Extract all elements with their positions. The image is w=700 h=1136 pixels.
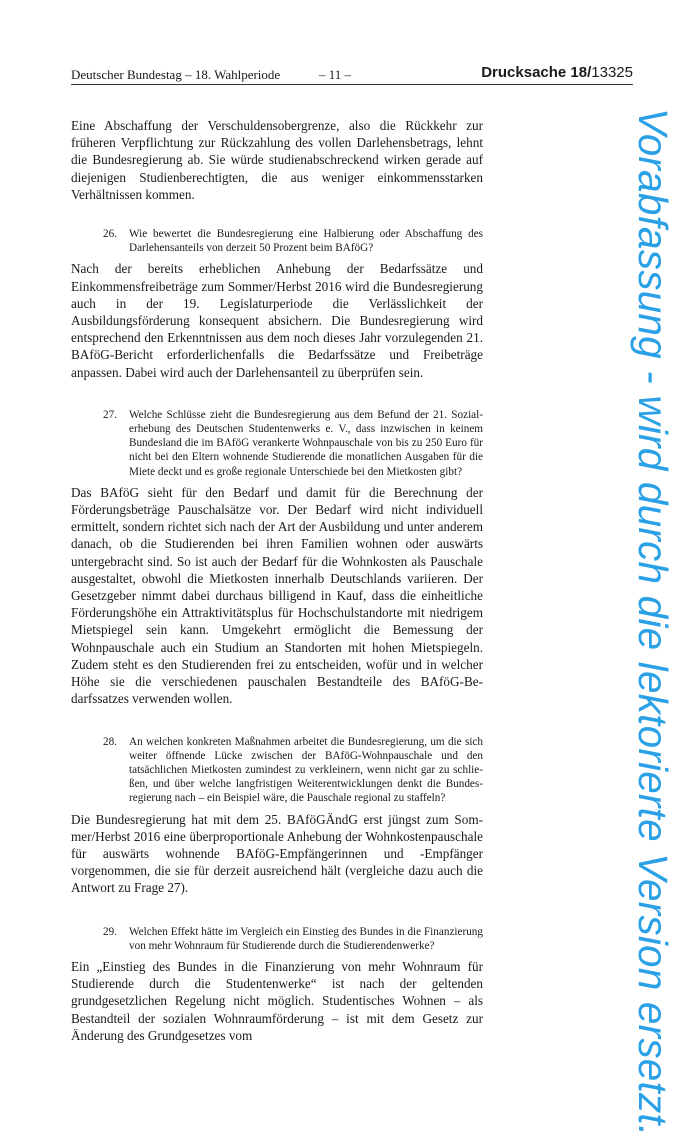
question-26 [103, 227, 483, 255]
header-parliament: Deutscher Bundestag – 18. Wahlperiode [71, 67, 281, 82]
watermark-text: Vorabfassung - wird durch die lektorierte Version ersetzt. [630, 108, 676, 1136]
document-body [71, 117, 483, 1044]
question-text: Welchen Effekt hätte im Vergleich ein Einstieg des Bundes in die Finanzierung von mehr Wohnraum für Studierende durch die Studierendenwerke? [129, 925, 483, 952]
question-27 [103, 408, 483, 479]
page-number: – 11 – [319, 67, 352, 82]
question-number: 29. [103, 925, 117, 938]
question-number: 28. [103, 735, 117, 748]
answer-paragraph: Eine Abschaffung der Verschuldensobergrenze, also die Rückkehr zur früheren Verpflichtung zur Rückzahlung des vollen Darlehensbetrags, lehnt die Bundesregierung ab. Sie würde studienabschreckend wirken gerade auf diejenigen Studienberechtigten, die aus weniger einkommensstarken Verhältnissen kommen. [71, 118, 483, 202]
answer-paragraph: Ein „Einstieg des Bundes in die Finanzierung von mehr Wohnraum für Studierende durch die Studentenwerke“ ist nach der geltenden grundgesetzlichen Regelung nicht möglich. Studentisches Wohnen – als Bestandteil der sozialen Wohnraumförderung – ist mit dem Gesetz zur Änderung des Grundgesetzes vom [71, 958, 483, 1043]
question-29 [103, 925, 483, 953]
document-label: Drucksache 18/ [481, 64, 592, 81]
question-text: Wie bewertet die Bundesregierung eine Halbierung oder Abschaffung des Darlehensanteils von derzeit 50 Prozent beim BAföG? [129, 228, 483, 255]
question-text: An welchen konkreten Maßnahmen arbeitet die Bundesregierung, um die sich weiter öffnende Lücke zwischen der BAföG-Wohnpauschale und den tatsächlichen Mietkosten zumindest zu verkleinern, wenn nicht gar zu schließen, und über welche langfristigen Weiterentwicklungen denkt die Bundesregierung nach – ein Beispiel wäre, die Pauschale regional zu staffeln? [129, 735, 483, 805]
document-number-value: 13325 [591, 64, 633, 81]
answer-paragraph: Nach der bereits erheblichen Anhebung der Bedarfssätze und Einkommensfreibeträge zum Sommer/Herbst 2016 wird die Bundesregierung auch in der 19. Legislaturperiode die Verlässlichkeit der Ausbildungsförderung konsequent absichern. Die Bundesregierung wird entsprechend den Erkenntnissen aus dem noch dieses Jahr vorzulegenden 21. BAföG-Bericht erforderlichenfalls die Bedarfssätze und Freibeträge anpassen. Dabei wird auch der Darlehensanteil zu überprüfen sein. [71, 261, 483, 380]
page-header [71, 64, 633, 84]
question-number: 26. [103, 228, 117, 241]
header-rule [71, 84, 633, 85]
draft-watermark [624, 108, 684, 1136]
document-number [481, 64, 633, 81]
question-text: Welche Schlüsse zieht die Bundesregierung aus dem Befund der 21. Sozialerhebung des Deutschen Studentenwerks e. V., dass inzwischen in keinem Bundesland die im BAföG verankerte Wohnpauschale von bis zu 250 Euro für nicht bei den Eltern wohnende Studierende die monatlichen Ausgaben für die Miete deckt und es große regionale Unterschiede bei den Mietkosten gibt? [129, 408, 483, 478]
question-28 [103, 735, 483, 806]
question-number: 27. [103, 408, 117, 421]
answer-paragraph: Das BAföG sieht für den Bedarf und damit für die Berechnung der Förderungsbeträge Pauschalsätze vor. Der Bedarf wird nicht individuell ermittelt, sondern richtet sich nach der Art der Ausbildung und unter anderem danach, ob die Studierenden bei ihren Familien wohnen oder auswärts untergebracht sind. So ist auch der Bedarf für die Wohnkosten als Pauschale ausgestaltet, obwohl die Mietkosten innerhalb Deutschlands variieren. Der Gesetzgeber nimmt dabei durchaus billigend in Kauf, dass die einheitliche Förderungshöhe ein Attraktivitätsplus für Hochschulstandorte mit niedrigem Mietspiegel sein kann. Umgekehrt ermöglicht die Bemessung der Wohnpauschale auch ein Studium an Standorten mit hohen Mietspiegeln. Zudem steht es den Studierenden frei zu entscheiden, wofür und in welcher Höhe sie die verschiedenen pauschalen Bestandteile des BAföG-Bedarfssatzes verwenden wollen. [71, 484, 483, 707]
answer-paragraph: Die Bundesregierung hat mit dem 25. BAföGÄndG erst jüngst zum Sommer/Herbst 2016 eine überproportionale Anhebung der Wohnkostenpauschale für auswärts wohnende BAföG-Empfängerinnen und -Empfänger vorgenommen, die sie für derzeit ausreichend hält (vergleiche dazu auch die Antwort zu Frage 27). [71, 811, 483, 896]
